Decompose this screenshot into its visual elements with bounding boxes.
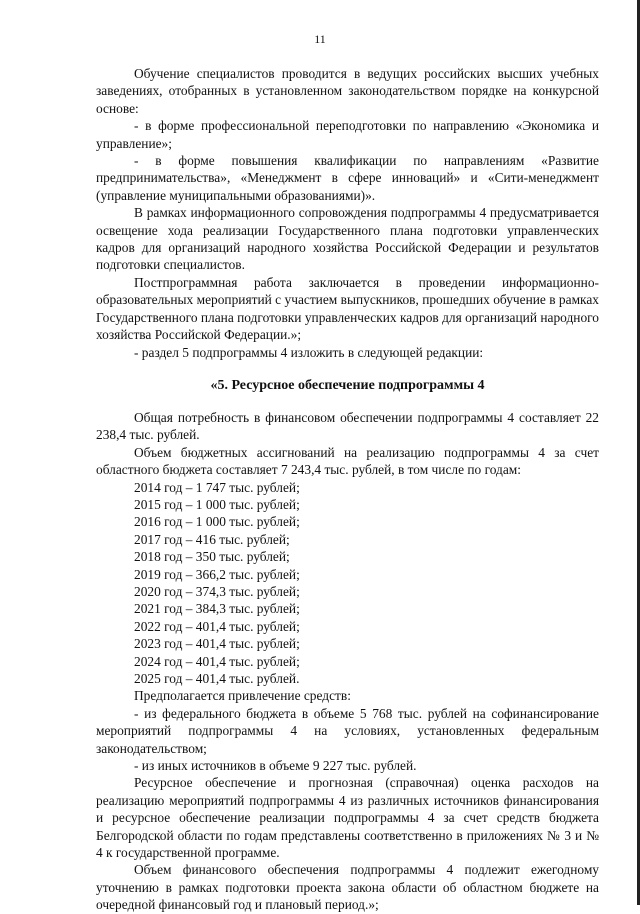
paragraph: - из федерального бюджета в объеме 5 768 тыс. рублей на софинансирование мероприятий подпрограммы 4 на условиях, установленных федеральным законодательством; [96, 705, 599, 756]
paragraph: Предполагается привлечение средств: [134, 688, 351, 704]
list-item: 2019 год – 366,2 тыс. рублей; [134, 566, 300, 582]
list-item: 2023 год – 401,4 тыс. рублей; [134, 636, 300, 652]
list-item: 2018 год – 350 тыс. рублей; [134, 549, 290, 565]
paragraph: Объем финансового обеспечения подпрограммы 4 подлежит ежегодному уточнению в рамках подготовки проекта закона области об областном бюджете на очередной финансовый год и плановый период.»; [96, 862, 599, 913]
paragraph: Общая потребность в финансовом обеспечении подпрограммы 4 составляет 22 238,4 тыс. рублей. [96, 409, 599, 443]
list-item: 2021 год – 384,3 тыс. рублей; [134, 601, 300, 617]
list-item: 2017 год – 416 тыс. рублей; [134, 531, 290, 547]
page-number: 11 [314, 32, 326, 46]
paragraph: - раздел 5 подпрограммы 4 изложить в следующей редакции: [134, 344, 484, 360]
list-item: 2014 год – 1 747 тыс. рублей; [134, 479, 300, 495]
list-item: 2020 год – 374,3 тыс. рублей; [134, 583, 300, 599]
list-item: 2025 год – 401,4 тыс. рублей. [134, 671, 300, 686]
list-item: 2024 год – 401,4 тыс. рублей; [134, 653, 300, 669]
paragraph: - в форме профессиональной переподготовки по направлению «Экономика и управление»; [96, 118, 599, 151]
list-item: 2016 год – 1 000 тыс. рублей; [134, 514, 300, 530]
paragraph: Постпрограммная работа заключается в проведении информационно-образовательных мероприятий с участием выпускников, прошедших обучение в рамках Государственного плана подготовки управленческих кадров для организаций народного хозяйства Российской Федерации.»; [96, 274, 599, 343]
paragraph: Обучение специалистов проводится в ведущих российских высших учебных заведениях, отобранных в установленном законодательством порядке на конкурсной основе: [96, 66, 599, 116]
paragraph: Объем бюджетных ассигнований на реализацию подпрограммы 4 за счет областного бюджета составляет 7 243,4 тыс. рублей, в том числе по годам: [96, 444, 599, 478]
paragraph: Ресурсное обеспечение и прогнозная (справочная) оценка расходов на реализацию мероприятий подпрограммы 4 из различных источников финансирования и ресурсное обеспечение реализации подпрограммы 4 за счет средств бюджета Белгородской области по годам представлены соответственно в приложениях № 3 и № 4 к государственной программе. [96, 775, 599, 861]
yearly-funding-list [96, 479, 599, 688]
paragraph: - из иных источников в объеме 9 227 тыс. рублей. [134, 758, 417, 774]
paragraph: - в форме повышения квалификации по направлениям «Развитие предпринимательства», «Менеджмент в сфере инноваций» и «Сити-менеджмент (управление муниципальными образованиями)». [96, 153, 599, 203]
list-item: 2015 год – 1 000 тыс. рублей; [134, 496, 300, 512]
list-item: 2022 год – 401,4 тыс. рублей; [134, 618, 300, 634]
section-title: «5. Ресурсное обеспечение подпрограммы 4 [210, 377, 485, 393]
document-body [96, 65, 599, 914]
paragraph: В рамках информационного сопровождения подпрограммы 4 предусматривается освещение хода реализации Государственного плана подготовки управленческих кадров для организаций народного хозяйства Российской Федерации и результатов подготовки специалистов. [96, 205, 599, 273]
